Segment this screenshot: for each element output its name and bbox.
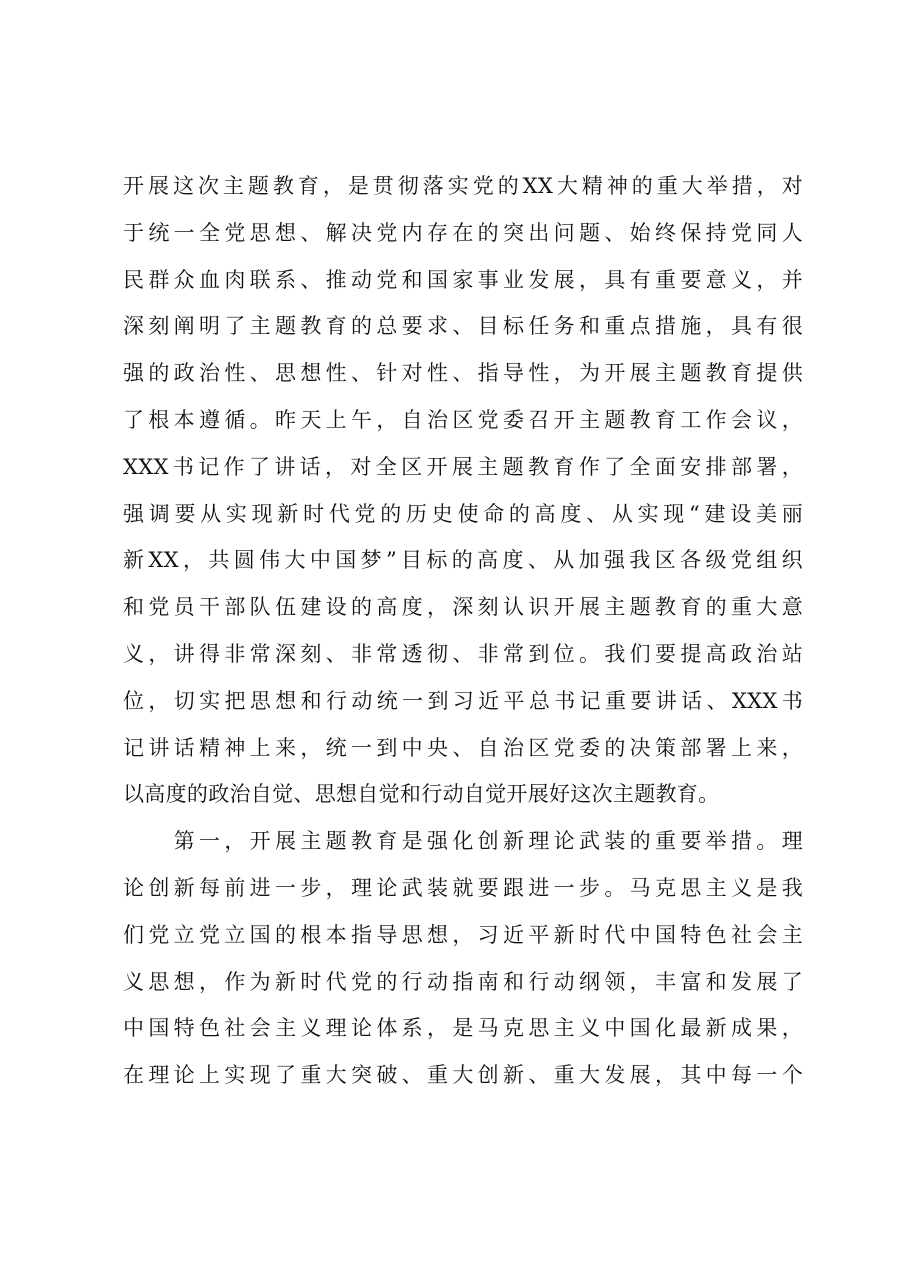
text-line: 义，讲得非常深刻、非常透彻、非常到位。我们要提高政治站 — [123, 641, 803, 666]
text-line: 和党员干部队伍建设的高度，深刻认识开展主题教育的重大意 — [123, 595, 803, 620]
text-line: 第一，开展主题教育是强化创新理论武装的重要举措。理 — [123, 829, 803, 854]
text-line: 民群众血肉联系、推动党和国家事业发展，具有重要意义，并 — [123, 267, 803, 292]
text-line: 在理论上实现了重大突破、重大创新、重大发展，其中每一个 — [123, 1063, 803, 1088]
text-line: 开展这次主题教育，是贯彻落实党的XX大精神的重大举措，对 — [123, 174, 803, 198]
text-line: 深刻阐明了主题教育的总要求、目标任务和重点措施，具有很 — [123, 314, 803, 339]
text-line: XXX书记作了讲话，对全区开展主题教育作了全面安排部署， — [123, 454, 803, 479]
paragraph-2 — [123, 818, 803, 1099]
text-line: 于统一全党思想、解决党内存在的突出问题、始终保持党同人 — [123, 220, 803, 245]
text-line: 们党立党立国的根本指导思想，习近平新时代中国特色社会主 — [123, 922, 803, 947]
text-line: 义思想，作为新时代党的行动指南和行动纲领，丰富和发展了 — [123, 969, 803, 994]
text-line: 中国特色社会主义理论体系，是马克思主义中国化最新成果， — [123, 1016, 803, 1041]
text-line: 强的政治性、思想性、针对性、指导性，为开展主题教育提供 — [123, 361, 803, 386]
document-body — [123, 163, 803, 1099]
text-line: 新XX，共圆伟大中国梦”目标的高度、从加强我区各级党组织 — [123, 548, 803, 573]
text-line: 了根本遵循。昨天上午，自治区党委召开主题教育工作会议， — [123, 407, 803, 432]
text-line: 强调要从实现新时代党的历史使命的高度、从实现“建设美丽 — [123, 501, 803, 526]
text-line: 记讲话精神上来，统一到中央、自治区党委的决策部署上来， — [123, 735, 803, 760]
text-line: 论创新每前进一步，理论武装就要跟进一步。马克思主义是我 — [123, 875, 803, 900]
text-line: 以高度的政治自觉、思想自觉和行动自觉开展好这次主题教育。 — [123, 782, 720, 807]
paragraph-1 — [123, 163, 803, 818]
text-line: 位，切实把思想和行动统一到习近平总书记重要讲话、XXX书 — [123, 688, 803, 713]
